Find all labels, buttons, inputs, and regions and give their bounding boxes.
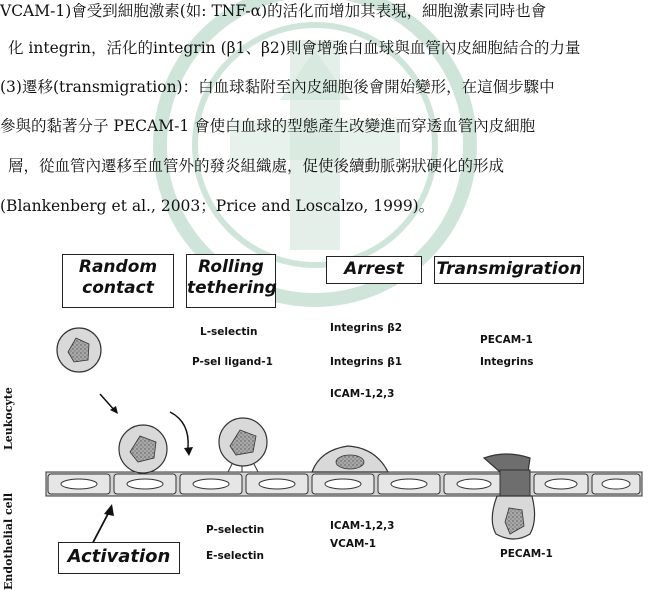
molecule-label: Integrins β1 [330, 356, 403, 368]
stage-label: contact [82, 278, 154, 298]
leukocyte-tethered-cell [219, 418, 267, 472]
text-line: 層，從血管內遷移至血管外的發炎組織處，促使後續動脈粥狀硬化的形成 [8, 157, 505, 175]
leukocyte-rolling-cell [119, 425, 167, 473]
molecule-label: ICAM-1,2,3 [330, 388, 395, 400]
stage-arrest: Arrest [326, 256, 422, 284]
endothelium-layer [46, 472, 642, 496]
molecule-label: Integrins [480, 356, 534, 368]
molecule-label: VCAM-1 [330, 538, 377, 550]
stage-random-contact [62, 254, 174, 308]
stage-transmigration: Transmigration [434, 256, 584, 284]
text-line: 參與的黏著分子 PECAM-1 會使白血球的型態產生改變進而穿透血管內皮細胞 [0, 117, 536, 135]
stage-label: Rolling [198, 257, 264, 277]
leukocyte-free-cell [57, 328, 101, 372]
leukocyte-arrested-cell [312, 446, 388, 472]
molecule-label: ICAM-1,2,3 [330, 520, 395, 532]
molecule-label: E-selectin [206, 550, 264, 562]
citation-line: (Blankenberg et al., 2003；Price and Loscalzo, 1999)。 [0, 197, 435, 215]
molecule-label: P-selectin [206, 524, 265, 536]
molecule-label: PECAM-1 [480, 334, 533, 346]
stage-activation: Activation [58, 542, 180, 574]
molecule-label: P-sel ligand-1 [192, 356, 273, 368]
stage-rolling-tethering [186, 254, 276, 308]
molecule-label: PECAM-1 [500, 548, 553, 560]
endothelial-side-label: Endothelial cell [2, 492, 15, 590]
text-line: VCAM-1)會受到細胞激素(如: TNF-α)的活化而增加其表現，細胞激素同時也會 [0, 2, 547, 20]
leukocyte-migration-figure [0, 252, 651, 592]
stage-label: Random [78, 257, 158, 277]
molecule-label: Integrins β2 [330, 322, 403, 334]
leukocyte-side-label: Leukocyte [2, 387, 15, 450]
stage-label: tethering [187, 278, 277, 298]
text-line: (3)遷移(transmigration)：白血球黏附至內皮細胞後會開始變形，在這個步驟中 [0, 78, 555, 96]
text-line: 化 integrin，活化的integrin (β1、β2)則會增強白血球與血管內皮細胞結合的力量 [8, 39, 581, 57]
molecule-label: L-selectin [200, 326, 258, 338]
rolling-arrow-icon [170, 412, 188, 448]
